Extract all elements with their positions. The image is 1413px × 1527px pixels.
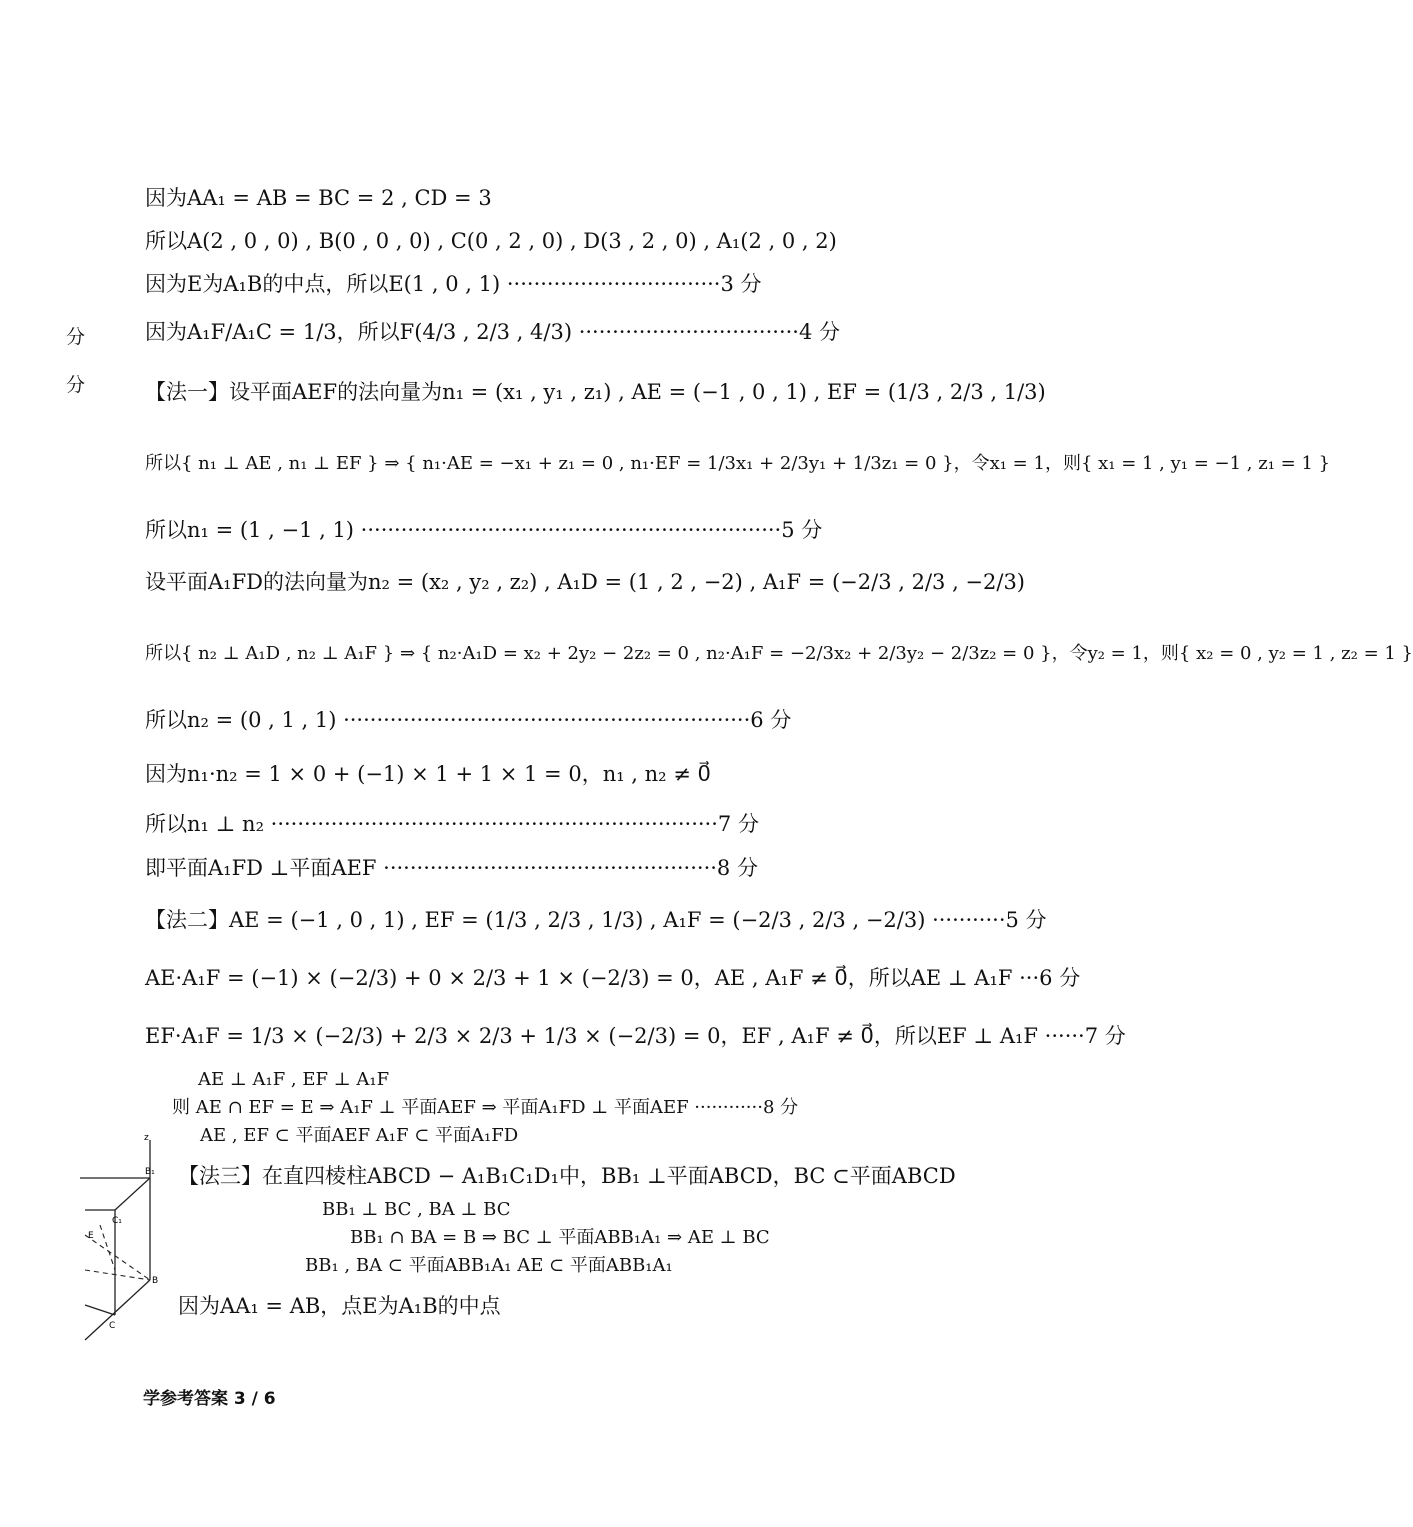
hidden-edge [85, 1235, 150, 1280]
figure-label: C₁ [112, 1216, 122, 1226]
text-line: EF·A₁F = 1/3 × (−2/3) + 2/3 × 2/3 + 1/3 × (−2/3) = 0，EF , A₁F ≠ 0⃗，所以EF ⊥ A₁F ······7 分 [145, 1024, 1126, 1048]
text-line: 【法一】设平面AEF的法向量为n₁ = (x₁ , y₁ , z₁) , AE = (−1 , 0 , 1) , EF = (1/3 , 2/3 , 1/3) [145, 380, 1046, 404]
figure-label: z [144, 1133, 149, 1143]
text-line: 因为AA₁ = AB，点E为A₁B的中点 [178, 1294, 501, 1318]
margin-note: 分 [66, 326, 86, 348]
text-line: BB₁ , BA ⊂ 平面ABB₁A₁ AE ⊂ 平面ABB₁A₁ [305, 1255, 673, 1276]
edge [115, 1178, 150, 1210]
text-line: 【法三】在直四棱柱ABCD − A₁B₁C₁D₁中，BB₁ ⊥平面ABCD，BC ⊂平面ABCD [178, 1164, 956, 1188]
text-line: BB₁ ⊥ BC , BA ⊥ BC [322, 1199, 511, 1220]
text-line: AE , EF ⊂ 平面AEF A₁F ⊂ 平面A₁FD [200, 1125, 519, 1146]
text-line: BB₁ ∩ BA = B ⇒ BC ⊥ 平面ABB₁A₁ ⇒ AE ⊥ BC [350, 1227, 770, 1248]
text-line: 则 AE ∩ EF = E ⇒ A₁F ⊥ 平面AEF ⇒ 平面A₁FD ⊥ 平面AEF ············8 分 [172, 1097, 799, 1118]
figure-label: E [88, 1231, 94, 1241]
text-line: 因为E为A₁B的中点，所以E(1 , 0 , 1) ································3 分 [145, 272, 762, 296]
text-line: 所以{ n₂ ⊥ A₁D , n₂ ⊥ A₁F } ⇒ { n₂·A₁D = x₂ + 2y₂ − 2z₂ = 0 , n₂·A₁F = −2/3x₂ + 2/3y₂ − 2/3z₂ = 0 }，令y₂ = 1，则{ x₂ = 0 , y₂ = 1 , z₂ = 1 } [145, 643, 1413, 664]
margin-note: 分 [66, 374, 86, 396]
figure-label: B₁ [145, 1167, 155, 1177]
text-line: 即平面A₁FD ⊥平面AEF ··················································8 分 [145, 856, 758, 880]
text-line: 所以n₁ ⊥ n₂ ···································································7 分 [145, 812, 759, 836]
edge [85, 1305, 115, 1315]
edge [85, 1280, 150, 1340]
prism-figure [80, 1130, 190, 1340]
text-line: AE·A₁F = (−1) × (−2/3) + 0 × 2/3 + 1 × (−2/3) = 0，AE , A₁F ≠ 0⃗，所以AE ⊥ A₁F ···6 分 [145, 966, 1081, 990]
text-line: 所以A(2 , 0 , 0) , B(0 , 0 , 0) , C(0 , 2 , 0) , D(3 , 2 , 0) , A₁(2 , 0 , 2) [145, 229, 837, 253]
page-footer: 学参考答案 3 / 6 [143, 1389, 276, 1409]
text-line: 所以{ n₁ ⊥ AE , n₁ ⊥ EF } ⇒ { n₁·AE = −x₁ + z₁ = 0 , n₁·EF = 1/3x₁ + 2/3y₁ + 1/3z₁ = 0 }，令x₁ = 1，则{ x₁ = 1 , y₁ = −1 , z₁ = 1 } [145, 453, 1331, 474]
figure-label: B [152, 1276, 159, 1286]
text-line: 所以n₁ = (1 , −1 , 1) ·······························································5 分 [145, 518, 823, 542]
text-line: 【法二】AE = (−1 , 0 , 1) , EF = (1/3 , 2/3 , 1/3) , A₁F = (−2/3 , 2/3 , −2/3) ···········5 分 [145, 908, 1047, 932]
text-line: AE ⊥ A₁F , EF ⊥ A₁F [198, 1069, 390, 1090]
text-line: 因为AA₁ = AB = BC = 2 , CD = 3 [145, 186, 492, 210]
figure-label: C [109, 1321, 116, 1331]
text-line: 所以n₂ = (0 , 1 , 1) ·····························································6 分 [145, 708, 792, 732]
text-line: 因为A₁F/A₁C = 1/3，所以F(4/3 , 2/3 , 4/3) ·································4 分 [145, 320, 841, 344]
text-line: 因为n₁·n₂ = 1 × 0 + (−1) × 1 + 1 × 1 = 0，n₁ , n₂ ≠ 0⃗ [145, 762, 711, 786]
text-line: 设平面A₁FD的法向量为n₂ = (x₂ , y₂ , z₂) , A₁D = (1 , 2 , −2) , A₁F = (−2/3 , 2/3 , −2/3) [145, 570, 1025, 594]
hidden-edge [85, 1270, 150, 1280]
